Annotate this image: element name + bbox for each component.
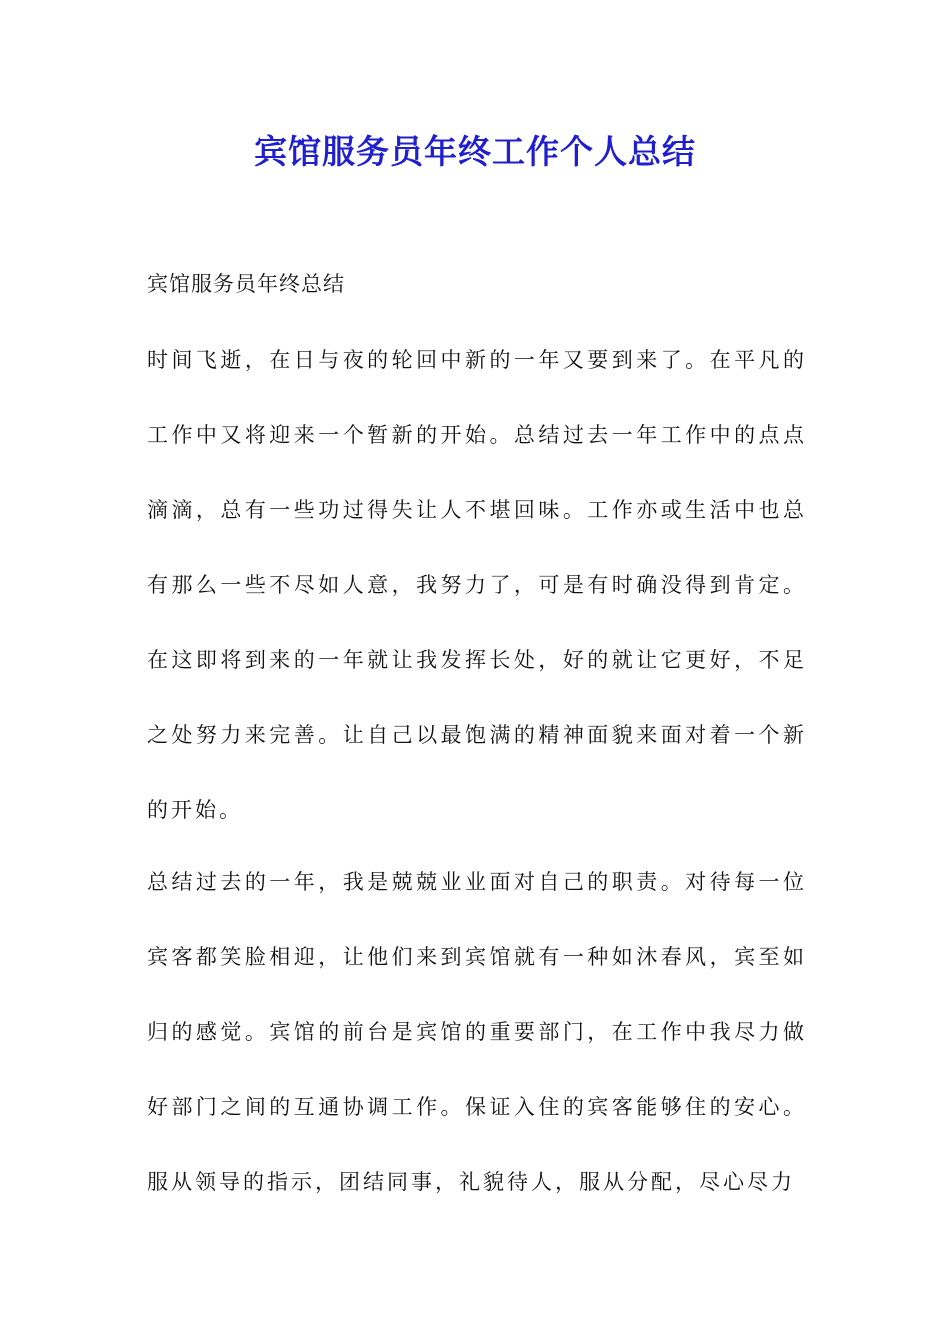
body-paragraph-2: 总结过去的一年，我是兢兢业业面对自己的职责。对待每一位宾客都笑脸相迎，让他们来到宾馆就有一种如沐春风，宾至如归的感觉。宾馆的前台是宾馆的重要部门，在工作中我尽力做好部门之间的互通协调工作。保证入住的宾客能够住的安心。服从领导的指示，团结同事，礼貌待人，服从分配，尽心尽力 [147,870,807,1194]
body-paragraph-1: 时间飞逝，在日与夜的轮回中新的一年又要到来了。在平凡的工作中又将迎来一个暂新的开始。总结过去一年工作中的点点滴滴，总有一些功过得失让人不堪回味。工作亦或生活中也总有那么一些不尽如人意，我努力了，可是有时确没得到肯定。在这即将到来的一年就让我发挥长处，好的就让它更好，不足之处努力来完善。让自己以最饱满的精神面貌来面对着一个新的开始。 [147,348,807,822]
document-title: 宾馆服务员年终工作个人总结 [254,132,696,171]
document-subtitle: 宾馆服务员年终总结 [147,272,345,296]
